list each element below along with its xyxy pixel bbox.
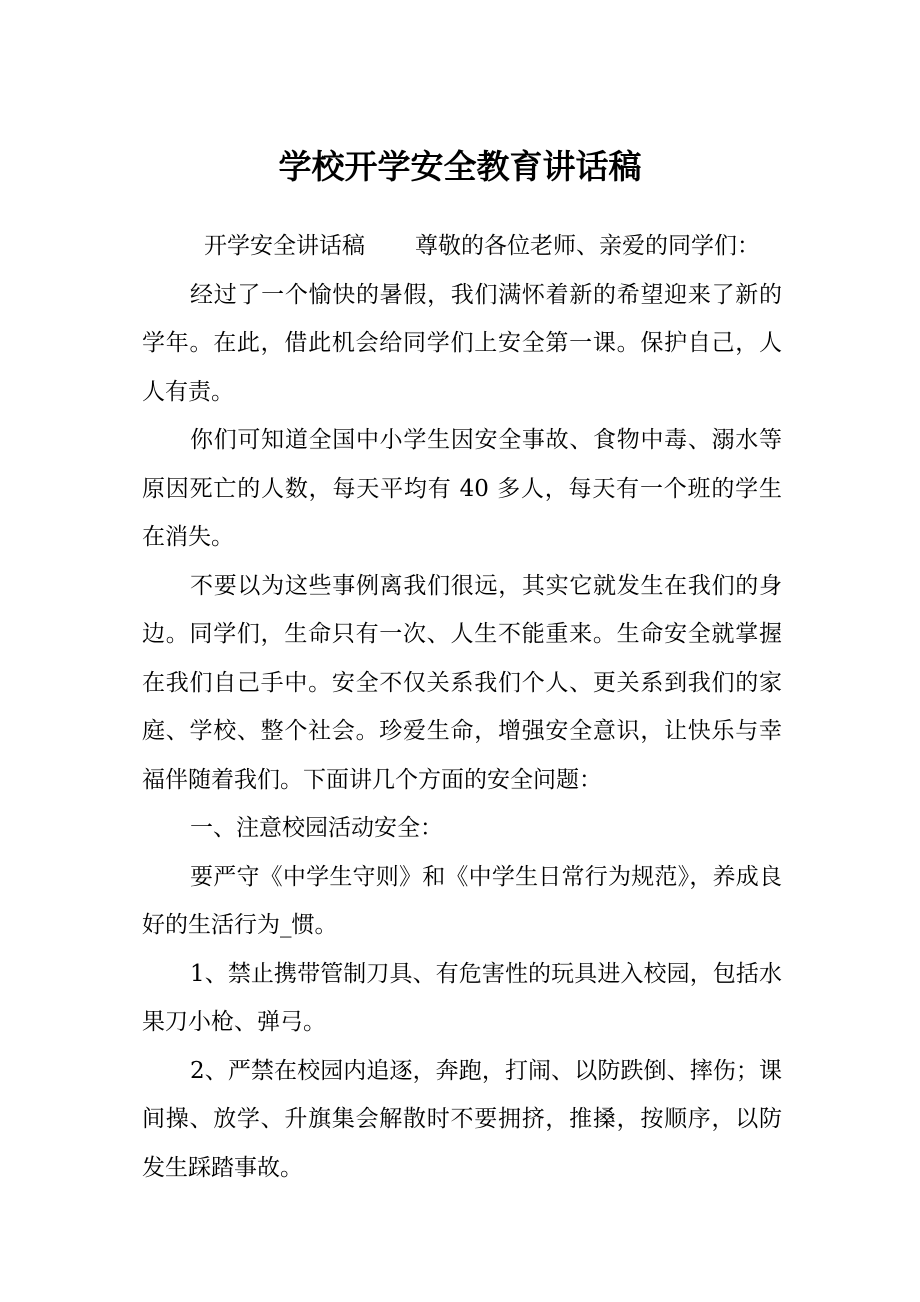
document-body [142, 222, 782, 1192]
paragraph: 不要以为这些事例离我们很远，其实它就发生在我们的身边。同学们，生命只有一次、人生不能重来。生命安全就掌握在我们自己手中。安全不仅关系我们个人、更关系到我们的家庭、学校、整个社会。珍爱生命，增强安全意识，让快乐与幸福伴随着我们。下面讲几个方面的安全问题： [142, 572, 782, 793]
paragraph: 你们可知道全国中小学生因安全事故、食物中毒、溺水等原因死亡的人数，每天平均有 40 多人，每天有一个班的学生在消失。 [142, 427, 782, 550]
document-title: 学校开学安全教育讲话稿 [278, 147, 642, 186]
section-heading: 一、注意校园活动安全： [190, 815, 443, 841]
greeting-heading: 开学安全讲话稿 [204, 233, 365, 259]
greeting-salutation: 尊敬的各位老师、亲爱的同学们： [415, 233, 760, 259]
paragraph: 经过了一个愉快的暑假，我们满怀着新的希望迎来了新的学年。在此，借此机会给同学们上安全第一课。保护自己，人人有责。 [142, 281, 782, 405]
paragraph: 要严守《中学生守则》和《中学生日常行为规范》，养成良好的生活行为_惯。 [142, 863, 782, 938]
list-item: 1、禁止携带管制刀具、有危害性的玩具进入校园，包括水果刀小枪、弹弓。 [142, 960, 782, 1035]
greeting-line [142, 222, 782, 271]
list-item: 2、严禁在校园内追逐，奔跑，打闹、以防跌倒、摔伤；课间操、放学、升旗集会解散时不要拥挤，推搡，按顺序，以防发生踩踏事故。 [142, 1057, 782, 1181]
